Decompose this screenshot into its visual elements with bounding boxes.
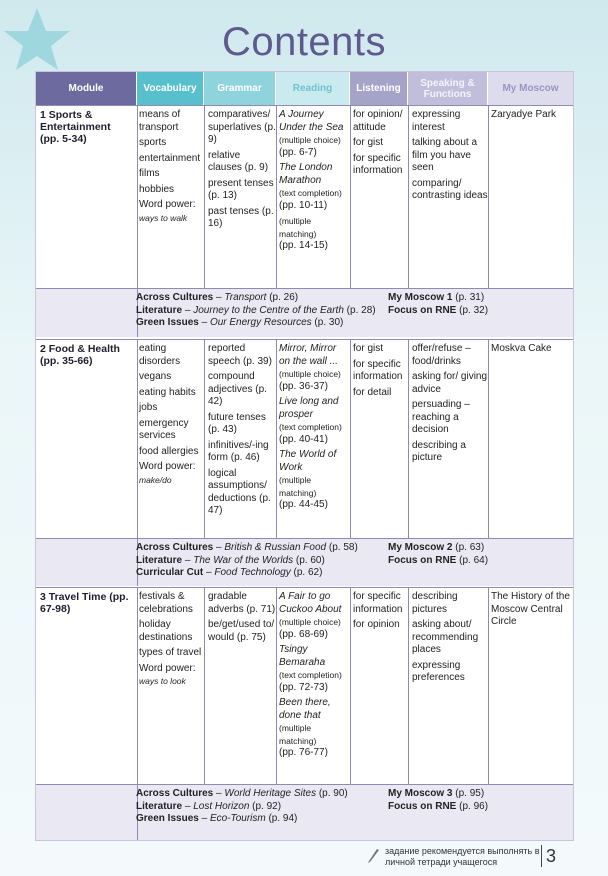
extras-dash: – [213, 542, 225, 553]
extras-label: Focus on RNE [388, 800, 457, 812]
vocabulary-item: jobs [139, 402, 158, 413]
extras-page: (p. 90) [316, 788, 348, 799]
extras-page: (p. 92) [249, 800, 282, 812]
extras-line [136, 542, 386, 555]
extras-title: Food Technology [214, 567, 291, 578]
reading-title: A Journey Under the Sea [279, 109, 344, 133]
extras-page: (p. 63) [452, 542, 485, 553]
column-divider [204, 587, 205, 784]
extras-title: The War of the Worlds [193, 554, 294, 566]
reading-item [279, 109, 349, 159]
listening-cell [353, 109, 409, 181]
extras-label: Green Issues [136, 813, 199, 824]
vocabulary-item: holiday destinations [139, 619, 193, 643]
grammar-cell [208, 109, 276, 234]
vocabulary-item: eating habits [139, 386, 196, 398]
my-moscow-cell: The History of the Moscow Central Circle [491, 591, 570, 627]
reading-title: Mirror, Mirror on the wall ... [279, 343, 338, 367]
speaking-item: expressing interest [412, 109, 461, 133]
listening-item: for opinion/ attitude [353, 109, 403, 133]
header-my-moscow: My Moscow [488, 72, 573, 105]
extras-line [388, 305, 548, 318]
listening-item: for gist [353, 137, 384, 148]
speaking-item: expressing preferences [412, 659, 465, 683]
listening-cell [353, 591, 409, 635]
module-name: 3 Travel Time (pp. 67-98) [40, 591, 129, 615]
column-divider [488, 339, 489, 538]
vocabulary-item: eating disorders [139, 343, 181, 367]
grammar-item: present tenses (p. 13) [208, 177, 274, 201]
speaking-item: asking for/ giving advice [412, 371, 488, 395]
speaking-cell [412, 591, 488, 688]
grammar-item: reported speech (p. 39) [208, 343, 272, 367]
header-grammar: Grammar [204, 72, 275, 105]
extras-label: Across Cultures [136, 542, 214, 553]
module-extras [48, 788, 528, 838]
extras-page: (p. 32) [456, 304, 489, 316]
extras-line [388, 555, 548, 568]
row-divider [36, 339, 573, 340]
extras-title: Journey to the Centre of the Earth [193, 304, 344, 316]
band-divider [36, 784, 573, 785]
extras-right [388, 788, 548, 813]
extras-dash: – [198, 317, 210, 328]
speaking-cell [412, 109, 488, 206]
column-divider [488, 105, 489, 288]
header-speaking: Speaking & Functions [408, 72, 487, 105]
vocabulary-cell [139, 109, 203, 227]
extras-page: (p. 26) [266, 292, 299, 303]
speaking-cell [412, 343, 488, 468]
vocabulary-item: festivals & celebrations [139, 591, 193, 615]
vocabulary-cell [139, 591, 203, 691]
extras-label: Literature [136, 554, 183, 566]
grammar-item: future tenses (p. 43) [208, 411, 266, 435]
column-divider [350, 339, 351, 538]
reading-title: The London Marathon [279, 162, 333, 186]
extras-label: Literature [136, 800, 183, 812]
grammar-item: logical assumptions/ deductions (p. 47) [208, 467, 271, 516]
extras-page: (p. 64) [456, 554, 489, 566]
column-divider [137, 587, 138, 784]
reading-pages: (pp. 76-77) [279, 747, 328, 758]
reading-task-type: (multiple choice) [279, 135, 341, 145]
extras-label: Focus on RNE [388, 554, 457, 566]
extras-page: (p. 96) [456, 800, 489, 812]
reading-task-type: (text completion) [279, 670, 342, 680]
extras-page: (p. 28) [343, 304, 376, 316]
extras-page: (p. 94) [265, 813, 298, 824]
reading-pages: (pp. 6-7) [279, 146, 317, 158]
page-title: Contents [221, 20, 387, 64]
extras-dash: – [182, 554, 194, 566]
reading-title: Tsingy Bemaraha [279, 644, 326, 668]
extras-title: Lost Horizon [193, 800, 250, 812]
grammar-cell [208, 343, 276, 521]
reading-item [279, 343, 349, 393]
speaking-item: asking about/ recommending places [412, 619, 479, 655]
extras-page: (p. 60) [293, 554, 325, 566]
listening-cell [353, 343, 409, 402]
vocabulary-item: films [139, 168, 160, 179]
extras-label: My Moscow 1 [388, 292, 453, 303]
extras-dash: – [213, 788, 225, 799]
column-divider [137, 339, 138, 538]
vocabulary-item: Word power: [139, 662, 196, 674]
row-divider [36, 105, 573, 106]
extras-title: World Heritage Sites [224, 788, 317, 799]
extras-title: Our Energy Resources [209, 317, 312, 328]
reading-title: The World of Work [279, 449, 337, 473]
extras-right [388, 542, 548, 567]
extras-label: Green Issues [136, 317, 199, 328]
module-extras [48, 542, 528, 584]
reading-task-type: (text completion) [279, 188, 342, 198]
extras-label: My Moscow 3 [388, 788, 453, 799]
reading-task-type: (multiple matching) [279, 723, 317, 746]
row-divider [36, 587, 573, 588]
extras-page: (p. 30) [311, 317, 344, 328]
reading-task-type: (text completion) [279, 422, 342, 432]
extras-line [136, 305, 386, 318]
grammar-item: past tenses (p. 16) [208, 205, 274, 229]
word-power-topic: ways to walk [139, 212, 188, 223]
extras-label: My Moscow 2 [388, 542, 453, 553]
speaking-item: persuading – reaching a decision [412, 399, 470, 435]
grammar-item: relative clauses (p. 9) [208, 149, 269, 173]
reading-title: A Fair to go Cuckoo About [279, 591, 342, 615]
reading-task-type: (multiple choice) [279, 617, 341, 627]
reading-pages: (pp. 44-45) [279, 499, 328, 510]
column-divider [276, 105, 277, 288]
extras-left [136, 292, 386, 330]
listening-item: for specific information [353, 591, 403, 615]
listening-item: for specific information [353, 152, 403, 176]
column-divider [204, 105, 205, 288]
extras-page: (p. 31) [452, 292, 485, 303]
extras-line [136, 788, 386, 801]
vocabulary-item: emergency services [139, 417, 189, 441]
extras-line [136, 801, 386, 814]
grammar-cell [208, 591, 276, 647]
band-divider [36, 538, 573, 539]
reading-task-type: (multiple matching) [279, 216, 317, 239]
vocabulary-item: vegans [139, 371, 172, 382]
extras-page: (p. 62) [290, 567, 323, 578]
reading-task-type: (multiple choice) [279, 369, 341, 379]
extras-label: Literature [136, 304, 183, 316]
extras-dash: – [198, 813, 210, 824]
reading-task-type: (multiple matching) [279, 475, 317, 498]
reading-pages: (pp. 68-69) [279, 628, 328, 640]
column-divider [137, 105, 138, 288]
column-divider [350, 105, 351, 288]
speaking-item: comparing/ contrasting ideas [412, 177, 488, 201]
extras-page: (p. 58) [326, 542, 358, 553]
vocabulary-item: sports [139, 137, 167, 148]
extras-dash: – [182, 800, 194, 812]
header-listening: Listening [350, 72, 407, 105]
listening-item: for opinion [353, 619, 400, 630]
page-number: 3 [541, 845, 556, 867]
reading-pages: (pp. 10-11) [279, 199, 328, 211]
extras-left [136, 788, 386, 826]
reading-item [279, 644, 349, 694]
grammar-item: comparatives/ superlatives (p. 9) [208, 109, 276, 145]
extras-page: (p. 95) [452, 788, 485, 799]
extras-dash: – [182, 304, 194, 316]
reading-title: Live long and prosper [279, 396, 339, 420]
vocabulary-cell [139, 343, 203, 489]
extras-line [136, 555, 386, 568]
extras-line [136, 813, 386, 826]
extras-line [136, 292, 386, 305]
my-moscow-cell: Moskva Cake [491, 343, 552, 354]
reading-pages: (pp. 72-73) [279, 681, 328, 693]
extras-left [136, 542, 386, 580]
reading-cell [279, 343, 349, 515]
extras-label: Curricular Cut [136, 567, 204, 578]
extras-title: Eco-Tourism [209, 813, 266, 824]
extras-dash: – [203, 567, 215, 578]
reading-title: Been there, done that [279, 697, 331, 721]
speaking-item: describing pictures [412, 591, 458, 615]
extras-title: Transport [224, 292, 267, 303]
column-divider [276, 587, 277, 784]
grammar-item: be/get/used to/ would (p. 75) [208, 619, 275, 643]
reading-item [279, 449, 349, 512]
vocabulary-item: Word power: [139, 461, 196, 472]
contents-table [35, 71, 574, 841]
reading-item [279, 591, 349, 641]
extras-label: Across Cultures [136, 292, 214, 303]
module-name: 2 Food & Health (pp. 35-66) [40, 343, 120, 367]
module-extras [48, 292, 528, 335]
module-name: 1 Sports & Entertainment (pp. 5-34) [40, 109, 111, 145]
reading-item [279, 162, 349, 212]
column-divider [204, 339, 205, 538]
column-divider [488, 587, 489, 784]
word-power-topic: ways to look [139, 676, 186, 686]
reading-item [279, 215, 349, 253]
speaking-item: describing a picture [412, 439, 466, 463]
vocabulary-item: Word power: [139, 199, 196, 210]
header-vocabulary: Vocabulary [137, 72, 203, 105]
header-module: Module [36, 72, 136, 105]
extras-dash: – [213, 292, 225, 303]
speaking-item: talking about a film you have seen [412, 137, 478, 173]
extras-label: Focus on RNE [388, 304, 457, 316]
vocabulary-item: entertainment [139, 152, 201, 164]
vocabulary-item: food allergies [139, 445, 199, 457]
extras-right [388, 292, 548, 317]
column-divider [276, 339, 277, 538]
reading-pages: (pp. 36-37) [279, 380, 328, 392]
reading-item [279, 396, 349, 446]
column-divider [350, 587, 351, 784]
grammar-item: infinitives/-ing form (p. 46) [208, 439, 269, 463]
band-divider [36, 288, 573, 289]
listening-item: for specific information [353, 358, 403, 382]
my-moscow-cell: Zaryadye Park [491, 109, 557, 120]
extras-line [388, 542, 548, 555]
grammar-item: compound adjectives (p. 42) [208, 371, 267, 407]
extras-line [136, 317, 386, 330]
listening-item: for gist [353, 343, 384, 354]
extras-title: British & Russian Food [224, 542, 327, 553]
grammar-item: gradable adverbs (p. 71) [208, 591, 276, 615]
listening-item: for detail [353, 386, 392, 398]
vocabulary-item: hobbies [139, 183, 175, 195]
header-reading: Reading [276, 72, 349, 105]
homework-note: задание рекомендуется выполнять в личной тетради учащегося [385, 846, 540, 867]
word-power-topic: make/do [139, 474, 172, 485]
extras-line [388, 292, 548, 305]
vocabulary-item: types of travel [139, 647, 202, 658]
reading-pages: (pp. 14-15) [279, 240, 328, 251]
reading-pages: (pp. 40-41) [279, 433, 328, 445]
vocabulary-item: means of transport [139, 109, 181, 133]
extras-line [388, 801, 548, 814]
extras-label: Across Cultures [136, 788, 214, 799]
speaking-item: offer/refuse – food/drinks [412, 343, 471, 367]
reading-item [279, 697, 349, 760]
reading-cell [279, 591, 349, 763]
extras-line [388, 788, 548, 801]
reading-cell [279, 109, 349, 256]
extras-line [136, 567, 386, 580]
